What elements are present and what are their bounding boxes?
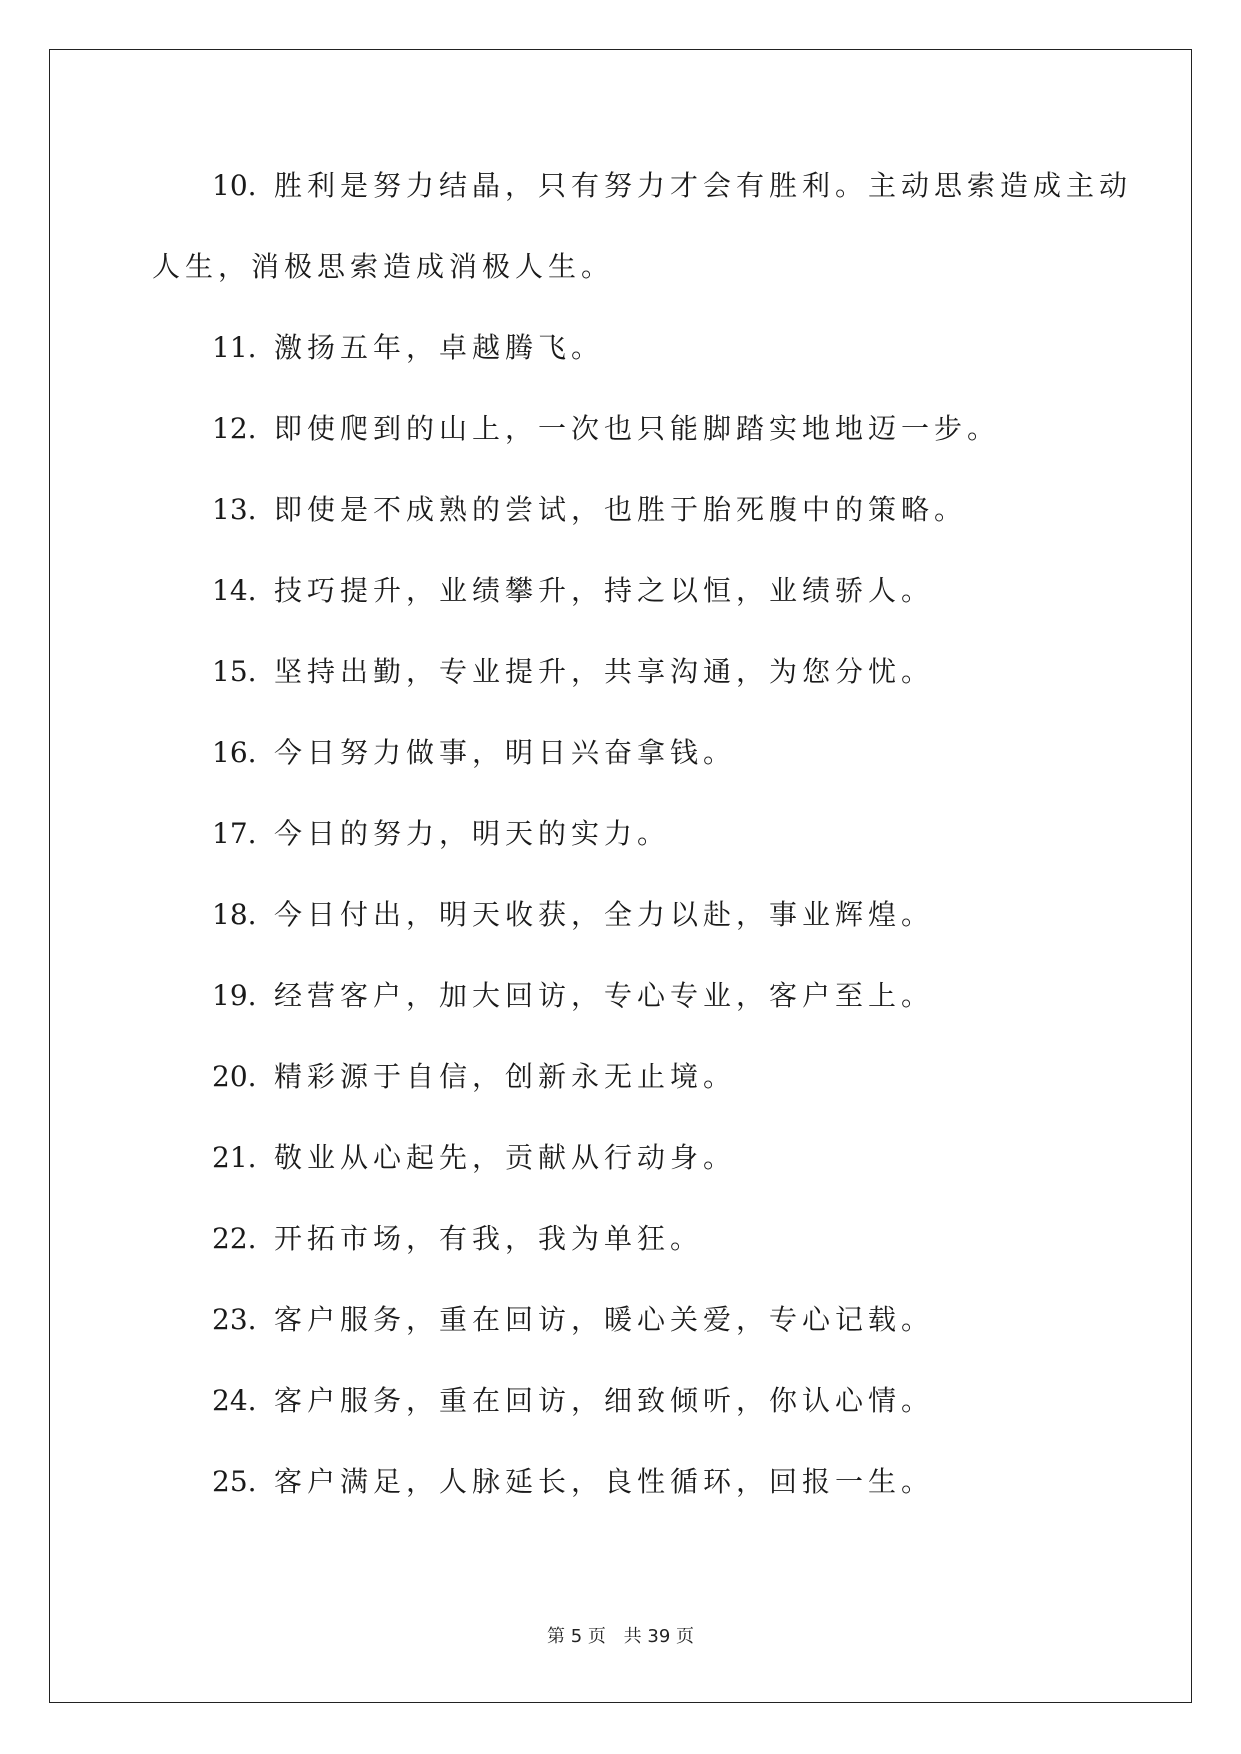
list-item: [152, 168, 1133, 285]
item-number: 22.: [212, 1222, 257, 1255]
item-text: 今日付出，明天收获，全力以赴，事业辉煌。: [274, 898, 935, 931]
list-item: [152, 411, 1092, 447]
list-item: [152, 1383, 1092, 1419]
item-text: 技巧提升，业绩攀升，持之以恒，业绩骄人。: [274, 574, 935, 607]
list-item: [152, 735, 1092, 771]
item-number: 18.: [212, 898, 257, 931]
item-text: 经营客户，加大回访，专心专业，客户至上。: [274, 979, 935, 1012]
item-text: 今日努力做事，明日兴奋拿钱。: [274, 736, 737, 769]
item-text: 即使是不成熟的尝试，也胜于胎死腹中的策略。: [274, 493, 968, 526]
item-text: 坚持出勤，专业提升，共享沟通，为您分忧。: [274, 655, 935, 688]
document-body: [152, 168, 1133, 1545]
item-number: 11.: [212, 331, 257, 364]
item-number: 17.: [212, 817, 257, 850]
item-text: 客户服务，重在回访，细致倾听，你认心情。: [274, 1384, 935, 1417]
item-text: 客户满足，人脉延长，良性循环，回报一生。: [274, 1465, 935, 1498]
page-footer: [0, 1622, 1241, 1648]
item-number: 24.: [212, 1384, 257, 1417]
item-number: 20.: [212, 1060, 257, 1093]
list-item: [152, 492, 1092, 528]
item-number: 19.: [212, 979, 257, 1012]
item-text: 开拓市场，有我，我为单狂。: [274, 1222, 704, 1255]
item-text: 激扬五年，卓越腾飞。: [274, 331, 605, 364]
item-text: 敬业从心起先，贡献从行动身。: [274, 1141, 737, 1174]
page-number: 第 5 页: [547, 1626, 606, 1647]
list-item: [152, 897, 1092, 933]
item-text: 今日的努力，明天的实力。: [274, 817, 671, 850]
item-number: 13.: [212, 493, 257, 526]
item-text: 精彩源于自信，创新永无止境。: [274, 1060, 737, 1093]
list-item: [152, 1140, 1092, 1176]
item-number: 14.: [212, 574, 257, 607]
page-total: 共 39 页: [623, 1626, 694, 1647]
item-number: 25.: [212, 1465, 257, 1498]
list-item: [152, 1464, 1092, 1500]
list-item: [152, 654, 1092, 690]
list-item: [152, 573, 1092, 609]
list-item: [152, 978, 1092, 1014]
item-number: 12.: [212, 412, 257, 445]
list-item: [152, 330, 1092, 366]
item-text: 胜利是努力结晶，只有努力才会有胜利。主动思索造成主动: [274, 169, 1133, 202]
item-number: 23.: [212, 1303, 257, 1336]
list-item: [152, 1221, 1092, 1257]
list-item: [152, 1302, 1092, 1338]
item-number: 21.: [212, 1141, 257, 1174]
item-text: 即使爬到的山上，一次也只能脚踏实地地迈一步。: [274, 412, 1001, 445]
item-number: 15.: [212, 655, 257, 688]
item-number: 16.: [212, 736, 257, 769]
list-item: [152, 1059, 1092, 1095]
list-item-line: [152, 168, 1133, 204]
list-item: [152, 816, 1092, 852]
item-number: 10.: [212, 169, 257, 202]
item-text-continuation: 人生，消极思索造成消极人生。: [152, 250, 615, 283]
item-text: 客户服务，重在回访，暖心关爱，专心记载。: [274, 1303, 935, 1336]
